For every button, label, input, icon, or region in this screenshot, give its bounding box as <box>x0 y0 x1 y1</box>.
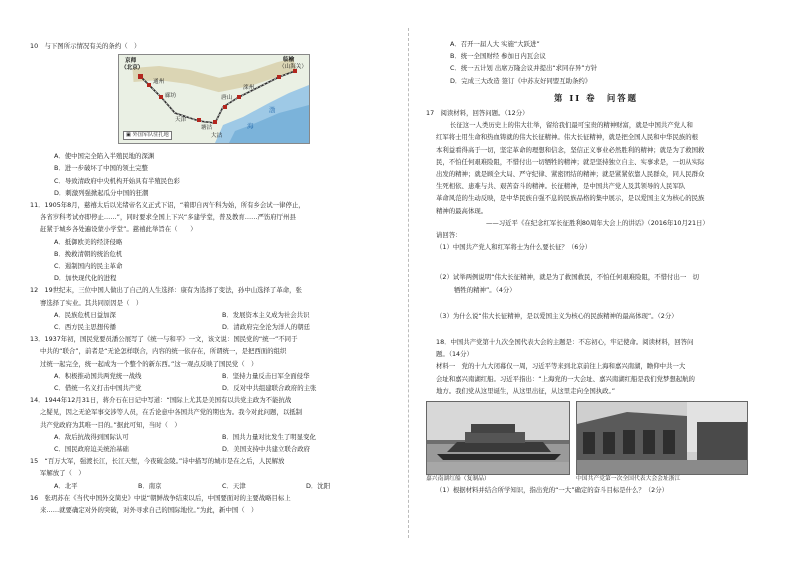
left-column <box>30 40 390 516</box>
q10-option-a: A．使中国完全陷入半殖民地的深渊 <box>54 152 155 161</box>
q11-option-b: B．挽救清朝的统治危机 <box>54 249 123 258</box>
q18-captions <box>426 475 766 484</box>
q15-line-1: 15 “百万大军，强渡长江，长江天堑，今夜破金陵。”诗中描写的城市是在之后，人民解放 <box>30 457 285 466</box>
red-boat-caption: 嘉兴南湖红船（复制品） <box>426 476 490 483</box>
q15-option-b: B．南京 <box>138 481 162 490</box>
q13-line-2: 中共的“联合”，前者是“无论怎样联合，内容的统一依存在，所谓统一，是把西面的组织 <box>40 347 287 356</box>
q13-line-1: 13．1937年初，国民党要员潘公展写了《统一与和平》一文，该文说：国民党的“统一”不同于 <box>30 335 298 344</box>
q12-option-b: B．发展资本主义成为社会共识 <box>222 310 310 319</box>
q11-line-2: 各省岁科考试亦即停止……”，同时要求全国上下兴“多建学堂，普及教育……严饬府厅州县 <box>40 213 296 222</box>
section-title: 第 II 卷 问答题 <box>554 92 638 103</box>
q17-answer-space-1 <box>426 253 766 271</box>
q17-line-7: 生死相依、患难与共、艰苦奋斗的精神。长征精神，是中国共产党人及其领导的人民军队 <box>436 182 686 191</box>
congress-site-photo <box>576 401 748 475</box>
q18-line-5: 地方。我们党从这里诞生，从这里出征，从这里走向全国执政。” <box>436 386 616 395</box>
q14-option-c: C．国民政府迫关统治基础 <box>54 445 129 454</box>
map-label-luanzhou: 滦州 <box>243 85 255 92</box>
q11-line-3: 赶紧于城乡各处遍设蒙小学堂”。慈禧此举旨在（ ） <box>40 225 197 234</box>
red-boat-photo <box>426 401 570 475</box>
q14-line-2: 之疑见，因之无论军事交涉等人员，在舌论意中各国共产党的期也为。我今对此问题，以抵制 <box>40 408 303 417</box>
q18-line-3: 材料一 党的十九大闭幕仅一周，习近平等来到北京前往上海和嘉兴南湖，瞻仰中共一大 <box>436 362 686 371</box>
q11-option-c: C．遏制国内的民主革命 <box>54 262 123 271</box>
q13-options-row-1 <box>30 370 390 382</box>
q15-option-d: D．沈阳 <box>306 481 331 490</box>
q14-line-3: 共产党政府为其唯一目的。”据此可知，当时（ ） <box>40 420 181 429</box>
q17-line-3: 红军将士用生命和热血铸就的伟大长征精神。伟大长征精神，就是把全国人民和中华民族的根 <box>436 133 699 142</box>
q14-line-1: 14．1944年12月31日，蒋介石在日记中写道：“国际上尤其是美国有以共党主政为不能抗战 <box>30 396 292 405</box>
map-label-tianjin: 天津 <box>175 117 187 124</box>
map-label-langfang: 廊坊 <box>165 93 177 100</box>
q13-option-a: A．积极推动国共两党统一战线 <box>54 371 142 380</box>
q12-option-d: D．清政府完全沦为洋人的朝廷 <box>222 323 310 332</box>
q12-line-1: 12 19世纪末，三位中国人做出了自己的人生选择：康有为选择了变法，孙中山选择了革命，张 <box>30 286 302 295</box>
q17-line-6: 出发的精神；就是顾全大局、严守纪律、紧密团结的精神；就是紧紧依靠人民群众，同人民群众 <box>436 170 705 179</box>
map-label-beijing-paren: （北京） <box>121 65 144 72</box>
q17-answer-space-2 <box>426 296 766 310</box>
map-label-tangshan: 唐山 <box>221 95 233 102</box>
q17-sub-3: （3）为什么说“伟大长征精神，是以爱国主义为核心的民族精神的最高体现”。（2分） <box>436 311 678 320</box>
q17-answer-space-3 <box>426 322 766 336</box>
q14-option-b: B．国共力量对比发生了明显变化 <box>222 432 316 441</box>
red-boat-graphic <box>427 402 569 474</box>
q18-line-4: 会址和嘉兴南湖红船。习近平指出：“上海党的一大会址、嘉兴南湖红船是我们党梦想起航的 <box>436 374 695 383</box>
map-label-shanhaiguan: 临榆 <box>283 57 295 64</box>
q17-sub-1: （1）中国共产党人和红军将士为什么要长征？（6分） <box>436 243 592 252</box>
congress-site-graphic <box>577 402 747 474</box>
q13-option-c: C．借统一名义打击中国共产党 <box>54 384 142 393</box>
map-legend: ▣ 外国军队驻扎地 <box>123 131 172 140</box>
q13-line-3: 过统一起完全，统一起成为一个整个的新东西。”这一观点反映了国民党（ ） <box>40 359 258 368</box>
map-label-bay: 渤 <box>269 106 276 115</box>
q11-option-d: D．加快现代化的进程 <box>54 274 117 283</box>
q11-option-a: A．抵御欧美的经济侵略 <box>54 237 123 246</box>
q12-line-2: 謇选择了实业。其共同原因是（ ） <box>40 298 143 307</box>
q15-options <box>30 480 390 492</box>
q18-photos <box>426 401 766 475</box>
congress-site-caption: 中国共产党第一次全国代表大会会址浙江 <box>576 476 681 483</box>
q17-line-4: 本利益看得高于一切，坚定革命的理想和信念，坚信正义事业必然胜利的精神；就是为了救国救 <box>436 145 705 154</box>
q10-option-d: D．刺激列强掀起瓜分中国的狂潮 <box>54 188 149 197</box>
q17-sub-2-line-2: 牺牲的精神”。（4分） <box>454 285 516 294</box>
q12-options-row-2 <box>30 321 390 333</box>
q18-line-2: 题。（14分） <box>436 350 473 359</box>
q14-options-row-1 <box>30 431 390 443</box>
q15-option-c: C．天津 <box>222 481 246 490</box>
q14-option-a: A．敌后抗战得到国际认可 <box>54 432 129 441</box>
q12-options-row-1 <box>30 309 390 321</box>
map-label-dagu: 大沽 <box>211 133 223 140</box>
q17-line-8: 革命风范的生动反映，是中华民族自强不息的民族品格的集中展示，是以爱国主义为核心的民族 <box>436 194 705 203</box>
q16-line-2: 来……就要确定对外的突破，对外寻求自己的国际地位。”为此，新中国（ ） <box>40 506 258 515</box>
q12-option-c: C．西方民主思想传播 <box>54 323 116 332</box>
q16-option-c: C．统一五计划 出席万隆会议并提出“求同存异”方针 <box>450 64 598 73</box>
q10-stem: 10 与下图所示情况有关的条约（ ） <box>30 42 141 50</box>
q17-line-1: 17 阅读材料，回答问题。（12分） <box>426 109 529 118</box>
q16-option-a: A．召开一届人大 实施“大跃进” <box>450 40 540 48</box>
q18-sub-1: （1）根据材料并结合所学知识，指出党的“一大”确定的奋斗目标是什么？（2分） <box>436 486 669 495</box>
q12-option-a: A．民族危机日益加深 <box>54 310 116 319</box>
q16-line-1: 16 张玥苏在《当代中国外交简史》中说“朝鲜战争结束以后，中国要面对的主要战略目标上 <box>30 493 291 502</box>
map-label-tanggu: 塘沽 <box>201 125 213 132</box>
map-label-tongzhou: 通州 <box>153 79 165 86</box>
q11-line-1: 11．1905年8月，慈禧太后以光绪帝名义正式下诏，“着即自丙午科为始，所有乡会试一律停止， <box>30 201 305 210</box>
q17-line-9: 精神的最高体现。 <box>436 206 488 215</box>
q13-option-b: B．坚持力量反击日军全面侵华 <box>222 371 310 380</box>
q14-option-d: D．美国支持中共建立联合政府 <box>222 445 310 454</box>
q14-options-row-2 <box>30 443 390 455</box>
q13-option-d: D．反对中共组建联合政府的主张 <box>222 384 317 393</box>
q13-options-row-2 <box>30 382 390 394</box>
column-divider <box>408 28 409 538</box>
q10-option-c: C．导致清政府中央机构开始具有半殖民色彩 <box>54 176 180 185</box>
q17-line-5: 民，不怕任何艰难险阻，不惜付出一切牺牲的精神；就是坚持独立自主、实事求是，一切从实际 <box>436 157 705 166</box>
q10-option-b: B．进一步破坏了中国的领土完整 <box>54 164 148 173</box>
map-label-shanhaiguan-sub: （山海关） <box>279 64 307 71</box>
map-label-sea: 海 <box>247 122 254 131</box>
q15-option-a: A．北平 <box>54 481 78 490</box>
q17-please-answer: 请回答： <box>436 231 462 240</box>
treaty-map <box>118 54 310 144</box>
q16-option-b: B．统一全国财经 参加日内瓦会议 <box>450 52 546 61</box>
q16-option-d: D．完成三大改造 签订《中苏友好同盟互助条约》 <box>450 76 592 85</box>
q18-line-1: 18．中国共产党第十九次全国代表大会的主题是：不忘初心，牢记使命。阅读材料，回答问 <box>436 338 694 347</box>
q15-line-2: 军解放了（ ） <box>40 469 85 478</box>
right-column <box>426 38 766 496</box>
map-label-beijing: 京师 <box>125 58 137 65</box>
q17-sub-2-line-1: （2）试举两例说明“伟大长征精神，就是为了救国救民，不怕任何艰难险阻，不惜付出一 切 <box>436 273 699 282</box>
q17-source: ——习近平《在纪念红军长征胜利80周年大会上的讲话》（2016年10月21日） <box>486 218 709 227</box>
q17-line-2: 长征这一人类历史上的伟大壮举，留给我们最可宝贵的精神财富，就是中国共产党人和 <box>450 121 693 130</box>
